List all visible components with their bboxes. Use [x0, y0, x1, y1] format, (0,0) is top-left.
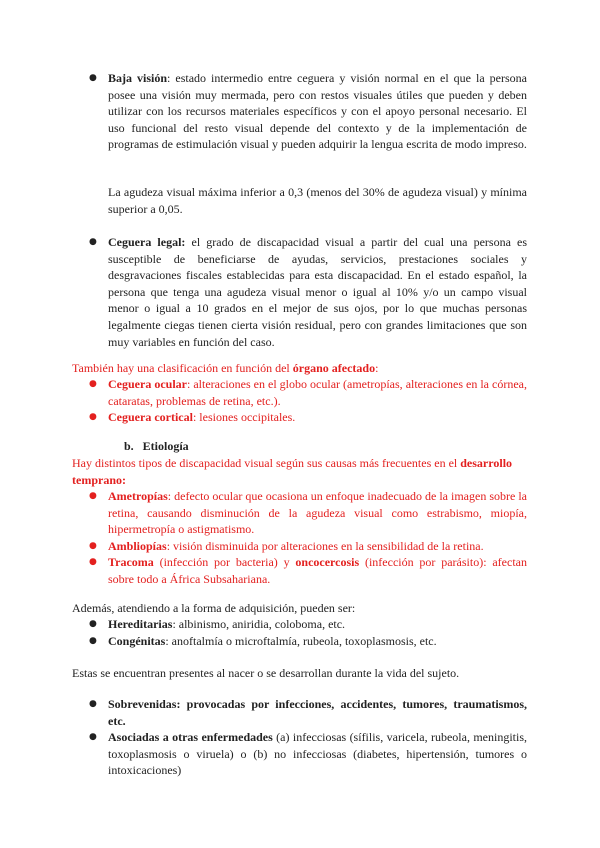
list-organo [89, 376, 527, 426]
list-item-ametropias [89, 488, 527, 538]
bullet-icon: ● [89, 540, 97, 551]
bullet-icon: ● [89, 557, 97, 568]
term-tracoma: Tracoma [108, 555, 154, 570]
bullet-icon: ● [89, 412, 97, 423]
list-etiologia [89, 488, 527, 588]
etiologia-intro-text: Hay distintos tipos de discapacidad visual según sus causas más frecuentes en el [72, 456, 461, 470]
bullet-icon: ● [89, 619, 97, 629]
text-tracoma: (infección por bacteria) y [153, 555, 296, 570]
list-item-ambliopias [89, 538, 527, 555]
heading-etiologia [124, 438, 424, 455]
bullet-icon: ● [89, 73, 97, 83]
bullet-icon: ● [89, 491, 97, 501]
term-ametropias: Ametropías [108, 489, 168, 503]
term-ceguera-ocular: Ceguera ocular [108, 377, 187, 391]
paragraph-organo-intro [72, 360, 532, 377]
paragraph-adquisicion: Además, atendiendo a la forma de adquisición, pueden ser: [72, 601, 356, 615]
list-adquisicion [89, 616, 527, 649]
list-baja-vision [89, 70, 527, 153]
term-congenitas: Congénitas [108, 633, 166, 648]
list-item-sobrevenidas [89, 696, 527, 729]
text-ceguera-ocular: : alteraciones en el globo ocular (ametropías, alteraciones en la córnea, cataratas, problemas de retina, etc.). [108, 377, 527, 408]
list-item-ceguera-cortical [89, 409, 527, 426]
paragraph-presentes: Estas se encuentran presentes al nacer o se desarrollan durante la vida del sujeto. [72, 666, 460, 680]
paragraph-etiologia-intro [72, 455, 532, 488]
text-oncocercosis: (infección por parásito): afectan sobre todo a África Subsahariana. [108, 555, 527, 586]
term-asociadas: Asociadas a otras enfermedades [108, 730, 273, 745]
bullet-icon: ● [89, 732, 97, 743]
list-item-baja-vision [89, 70, 527, 153]
etiologia-intro-bold: desarrollo temprano: [72, 456, 513, 487]
text-asociadas: (a) infecciosas (sífilis, varicela, rubeola, meningitis, toxoplasmosis o viruela) o (b) no infecciosas (diabetes, hipertensión, tumores o intoxicaciones) [108, 730, 527, 778]
term-oncocercosis: oncocercosis [295, 555, 360, 570]
organo-intro-text: También hay una clasificación en función del [72, 361, 293, 375]
term-hereditarias: Hereditarias [108, 617, 173, 631]
list-item-tracoma [89, 554, 527, 587]
heading-etiologia-text: b. Etiología [124, 439, 189, 453]
list-item-congenitas [89, 633, 527, 650]
bullet-icon: ● [89, 699, 97, 709]
list-item-ceguera-legal [89, 234, 528, 350]
organo-intro-end: : [375, 361, 379, 375]
text-baja-vision: : estado intermedio entre ceguera y visión normal en el que la persona posee una visión muy mermada, pero con restos visuales útiles que pueden y deben utilizar con los recursos materiales específicos y con el apoyo personal necesario. El uso funcional del resto visual depende del contexto y de la implementación de programas de estimulación visual y pueden adquirir la lengua escrita de modo impreso. [108, 71, 527, 152]
list-item-asociadas [89, 729, 527, 779]
term-ambliopias: Ambliopías [108, 538, 167, 553]
paragraph-agudeza: La agudeza visual máxima inferior a 0,3 (menos del 30% de agudeza visual) y mínima superior a 0,05. [108, 185, 527, 216]
bullet-icon: ● [89, 379, 97, 389]
list-sobrevenidas [89, 696, 527, 779]
text-ceguera-cortical: : lesiones occipitales. [192, 410, 296, 425]
list-item-ceguera-ocular [89, 376, 527, 409]
text-sobrevenidas: Sobrevenidas: provocadas por infecciones, accidentes, tumores, traumatismos, etc. [108, 697, 527, 728]
bullet-icon: ● [89, 635, 97, 646]
list-ceguera-legal [89, 234, 528, 350]
term-ceguera-legal: Ceguera legal: [108, 235, 186, 249]
text-congenitas: : anoftalmía o microftalmía, rubeola, toxoplasmosis, etc. [165, 633, 437, 648]
text-hereditarias: : albinismo, aniridia, coloboma, etc. [172, 617, 346, 631]
list-item-hereditarias [89, 616, 527, 633]
bullet-icon: ● [89, 237, 97, 247]
term-baja-vision: Baja visión [108, 71, 168, 85]
text-ceguera-legal: el grado de discapacidad visual a partir del cual una persona es susceptible de beneficiarse de ayudas, servicios, prestaciones sociales y desgravaciones fiscales establecidas para esta discapacidad. En el estado español, la persona que tenga una agudeza visual menor o igual al 10% y/o un campo visual menor o igual a 10 grados en el mejor de sus ojos, por lo que muchas personas legalmente ciegas tienen cierta visión residual, pero con grandes limitaciones que son muy variables en función del caso. [108, 235, 528, 349]
text-ambliopias: : visión disminuida por alteraciones en la sensibilidad de la retina. [166, 538, 484, 553]
organo-intro-bold: órgano afectado [292, 361, 376, 375]
text-ametropias: : defecto ocular que ocasiona un enfoque inadecuado de la imagen sobre la retina, causando disminución de la agudeza visual como estrabismo, miopía, hipermetropía o astigmatismo. [108, 489, 527, 537]
term-ceguera-cortical: Ceguera cortical [108, 410, 193, 425]
